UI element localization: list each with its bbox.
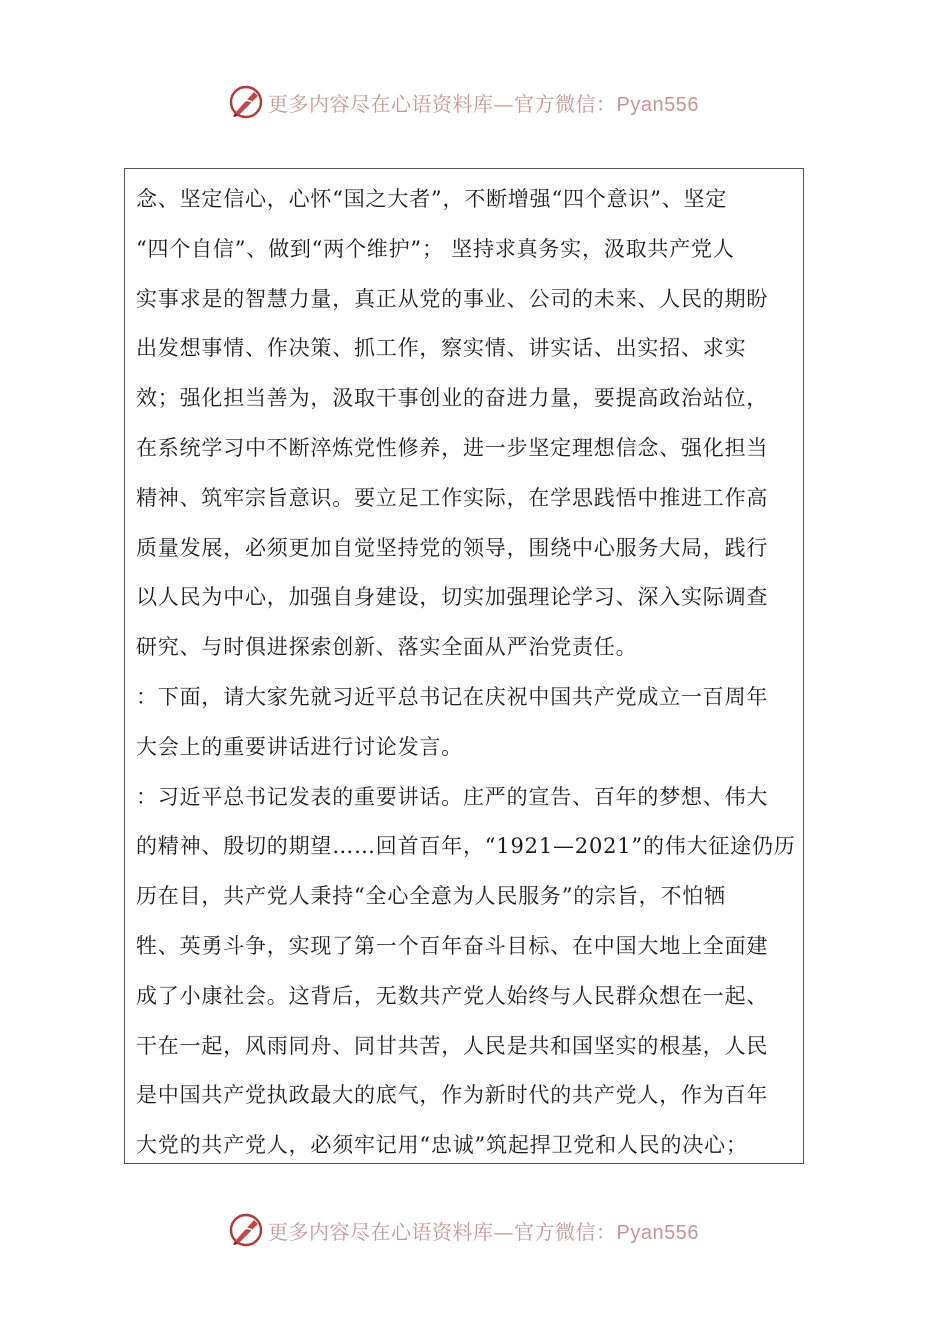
header-watermark: [228, 82, 699, 122]
text-line: 研究、与时俱进探索创新、落实全面从严治党责任。: [136, 635, 638, 660]
text-line: 在系统学习中不断淬炼党性修养，进一步坚定理想信念、强化担当: [136, 435, 769, 460]
text-line: 念、坚定信心，心怀“国之大者”，不断增强“四个意识”、坚定: [136, 187, 728, 211]
pen-logo-icon: [228, 1212, 264, 1248]
text-line: ：习近平总书记发表的重要讲话。庄严的宣告、百年的梦想、伟大: [136, 784, 769, 809]
text-line: 的精神、殷切的期望……回首百年，“1921—2021”的伟大征途仍历: [136, 834, 796, 859]
text-line: 大会上的重要讲话进行讨论发言。: [136, 734, 463, 759]
text-line: 以人民为中心，加强自身建设，切实加强理论学习、深入实际调查: [136, 585, 769, 610]
document-lines: [136, 175, 798, 1171]
text-line: 是中国共产党执政最大的底气，作为新时代的共产党人，作为百年: [136, 1083, 769, 1108]
text-line: 成了小康社会。这背后，无数共产党人始终与人民群众想在一起、: [136, 983, 769, 1008]
text-line: “四个自信”、做到“两个维护”； 坚持求真务实，汲取共产党人: [136, 236, 735, 261]
text-line: 效；强化担当善为，汲取干事创业的奋进力量，要提高政治站位，: [136, 386, 769, 411]
watermark-text: 更多内容尽在心语资料库—官方微信：Pyan556: [268, 91, 699, 116]
text-line: 大党的共产党人，必须牢记用“忠诚”筑起捍卫党和人民的决心；: [136, 1133, 748, 1158]
footer-watermark: [228, 1210, 699, 1250]
text-line: 历在目，共产党人秉持“全心全意为人民服务”的宗旨，不怕牺: [136, 884, 726, 909]
text-line: 干在一起，风雨同舟、同甘共苦，人民是共和国坚实的根基，人民: [136, 1033, 769, 1058]
document-text-box: [124, 168, 804, 1164]
text-line: 实事求是的智慧力量，真正从党的事业、公司的未来、人民的期盼: [136, 286, 769, 311]
wechat-id: Pyan556: [616, 1221, 699, 1244]
wechat-id: Pyan556: [616, 93, 699, 116]
text-line: ：下面，请大家先就习近平总书记在庆祝中国共产党成立一百周年: [136, 684, 769, 709]
text-line: 出发想事情、作决策、抓工作，察实情、讲实话、出实招、求实: [136, 336, 747, 361]
text-line: 质量发展，必须更加自觉坚持党的领导，围绕中心服务大局，践行: [136, 535, 769, 560]
text-line: 精神、筑牢宗旨意识。要立足工作实际，在学思践悟中推进工作高: [136, 485, 769, 510]
text-line: 牲、英勇斗争，实现了第一个百年奋斗目标、在中国大地上全面建: [136, 933, 769, 958]
watermark-text: 更多内容尽在心语资料库—官方微信：Pyan556: [268, 1219, 699, 1244]
pen-logo-icon: [228, 84, 264, 120]
